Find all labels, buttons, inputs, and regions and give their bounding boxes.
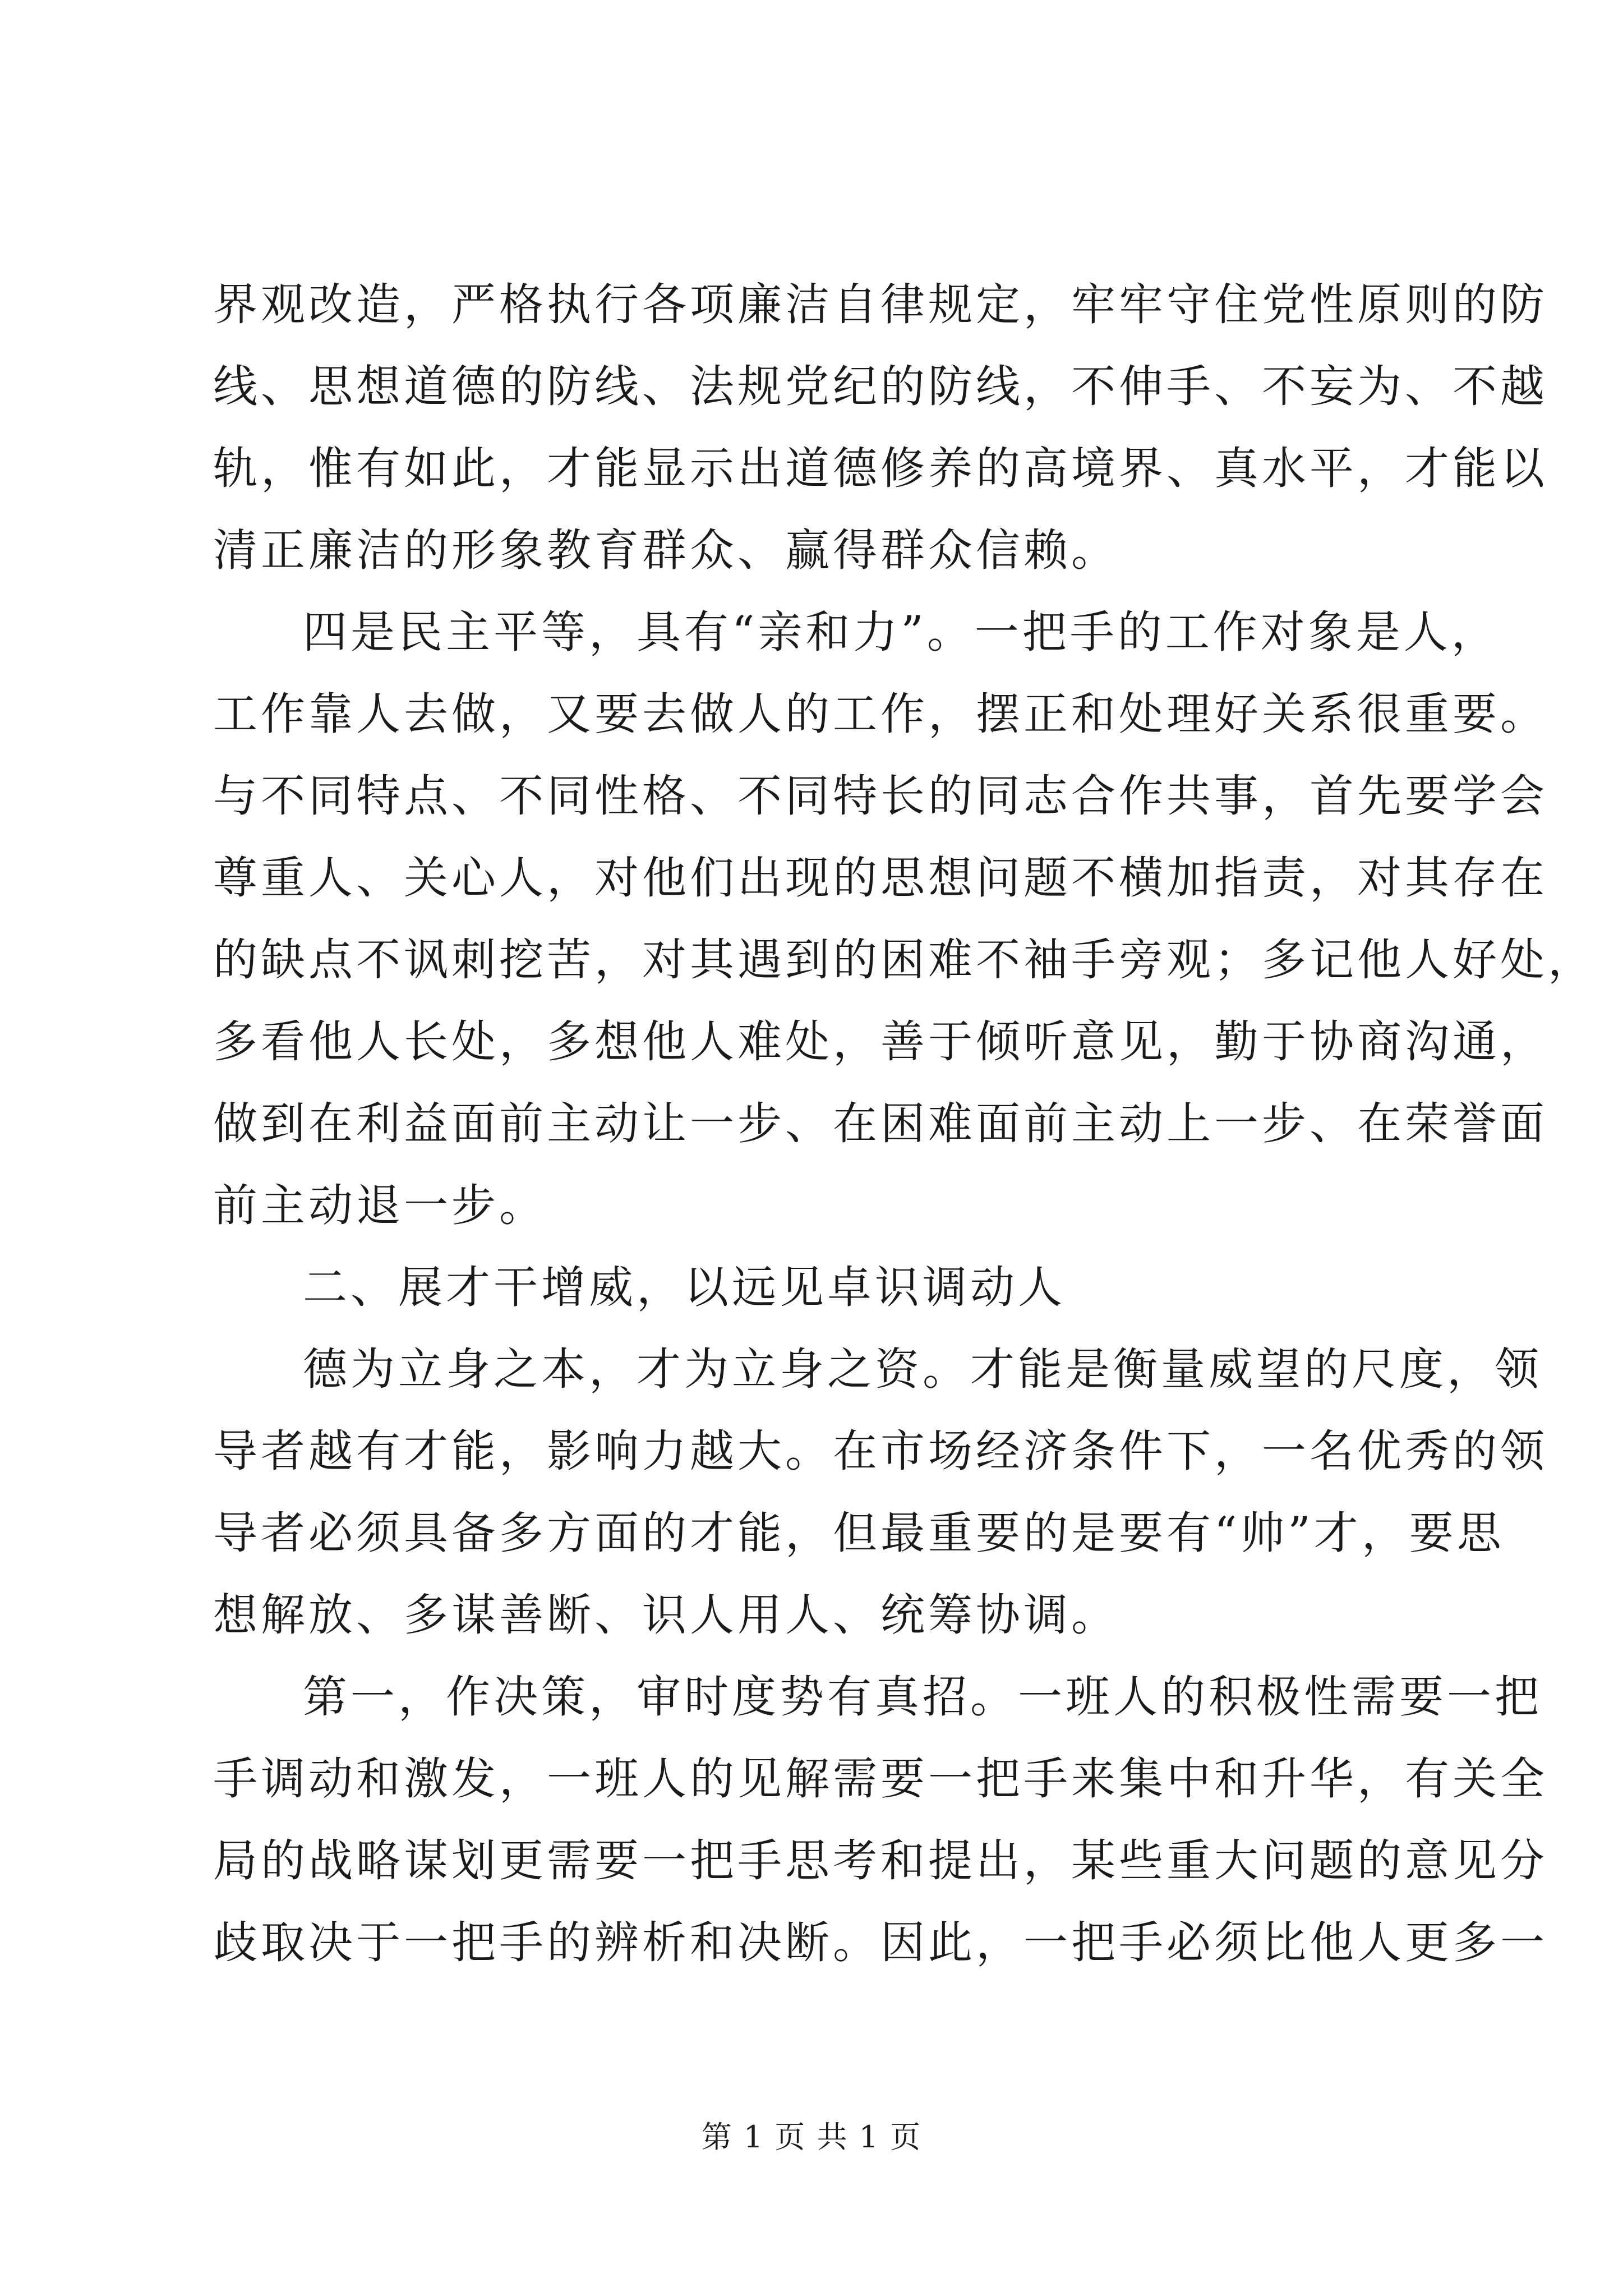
paragraph [213, 264, 1548, 591]
text-line: 第一，作决策，审时度势有真招。一班人的积极性需要一把 [303, 1671, 1542, 1723]
text-line: 尊重人、关心人，对他们出现的思想问题不横加指责，对其存在 [213, 852, 1548, 904]
text-line: 导者越有才能，影响力越大。在市场经济条件下，一名优秀的领 [213, 1425, 1548, 1477]
text-line: 多看他人长处，多想他人难处，善于倾听意见，勤于协商沟通， [213, 1016, 1548, 1068]
text-line: 四是民主平等，具有“亲和力”。一把手的工作对象是人， [303, 606, 1499, 658]
page-footer [0, 2115, 1623, 2160]
text-line: 做到在利益面前主动让一步、在困难面前主动上一步、在荣誉面 [213, 1098, 1548, 1149]
text-line: 界观改造，严格执行各项廉洁自律规定，牢牢守住党性原则的防 [213, 279, 1548, 330]
paragraph [213, 1656, 1548, 1984]
text-line: 导者必须具备多方面的才能，但最重要的是要有“帅”才，要思 [213, 1507, 1505, 1559]
text-line: 与不同特点、不同性格、不同特长的同志合作共事，首先要学会 [213, 770, 1548, 822]
paragraph [213, 1328, 1548, 1656]
text-line: 工作靠人去做，又要去做人的工作，摆正和处理好关系很重要。 [213, 688, 1548, 740]
page-number-label: 第 1 页 共 1 页 [701, 2119, 922, 2155]
text-line: 前主动退一步。 [213, 1180, 547, 1231]
section-heading [213, 1246, 1419, 1328]
text-line: 线、思想道德的防线、法规党纪的防线，不伸手、不妄为、不越 [213, 361, 1548, 412]
text-line: 德为立身之本，才为立身之资。才能是衡量威望的尺度，领 [303, 1343, 1542, 1395]
text-line: 的缺点不讽刺挖苦，对其遇到的困难不袖手旁观；多记他人好处， [213, 934, 1596, 986]
document-body [213, 264, 1596, 1984]
text-line: 二、展才干增威，以远见卓识调动人 [303, 1262, 1066, 1313]
text-line: 手调动和激发，一班人的见解需要一把手来集中和升华，有关全 [213, 1753, 1548, 1805]
text-line: 歧取决于一把手的辨析和决断。因此，一把手必须比他人更多一 [213, 1917, 1548, 1968]
paragraph [213, 591, 1596, 1246]
text-line: 想解放、多谋善断、识人用人、统筹协调。 [213, 1589, 1119, 1641]
text-line: 局的战略谋划更需要一把手思考和提出，某些重大问题的意见分 [213, 1835, 1548, 1887]
text-line: 清正廉洁的形象教育群众、赢得群众信赖。 [213, 524, 1119, 576]
text-line: 轨，惟有如此，才能显示出道德修养的高境界、真水平，才能以 [213, 443, 1548, 494]
